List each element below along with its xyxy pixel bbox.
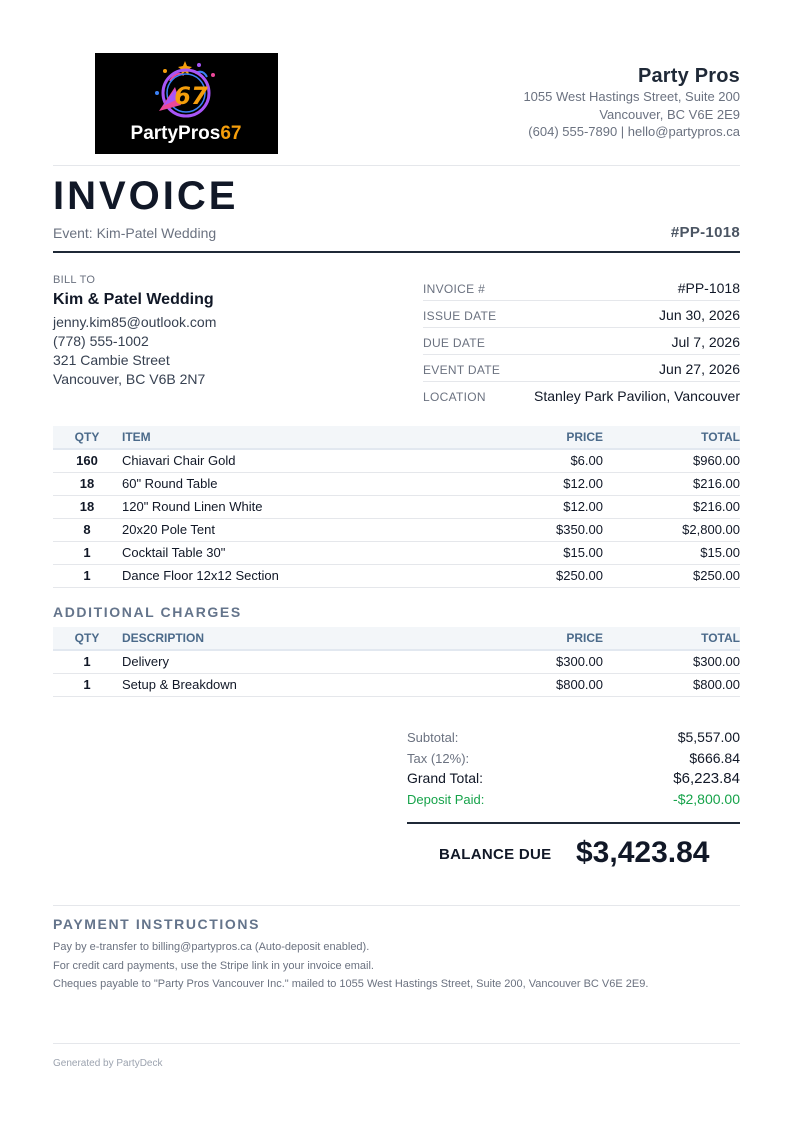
company-address-line2: Vancouver, BC V6E 2E9 — [599, 106, 740, 122]
payment-instructions — [53, 938, 648, 994]
grand-total-value: $6,223.84 — [673, 770, 740, 787]
header-divider — [53, 165, 740, 166]
table-header-row — [53, 627, 740, 650]
invoice-title: INVOICE — [53, 174, 239, 218]
table-row — [53, 564, 740, 587]
grand-total-row — [407, 770, 740, 791]
meta-event-date — [423, 355, 740, 382]
meta-issue-date — [423, 301, 740, 328]
tax-row — [407, 750, 740, 771]
col-qty-header: QTY — [53, 627, 121, 650]
row-price: $6.00 — [483, 449, 603, 472]
bill-to-section — [53, 274, 383, 389]
payment-instructions-title: PAYMENT INSTRUCTIONS — [53, 916, 261, 932]
company-name: Party Pros — [637, 65, 740, 87]
table-row — [53, 673, 740, 696]
deposit-value: -$2,800.00 — [673, 790, 740, 807]
meta-due-date — [423, 328, 740, 355]
line-items-table — [53, 426, 740, 588]
row-price: $12.00 — [483, 495, 603, 518]
meta-key: LOCATION — [423, 390, 486, 404]
invoice-meta — [423, 274, 740, 409]
table-row — [53, 518, 740, 541]
row-price: $800.00 — [483, 673, 603, 696]
totals-section — [407, 729, 740, 811]
subtotal-row — [407, 729, 740, 750]
table-row — [53, 472, 740, 495]
row-total: $2,800.00 — [603, 518, 740, 541]
table-row — [53, 650, 740, 673]
payment-line: Pay by e-transfer to billing@partypros.ca (Auto-deposit enabled). — [53, 941, 370, 953]
col-qty-header: QTY — [53, 426, 121, 449]
balance-due-label: BALANCE DUE — [439, 846, 552, 863]
row-total: $250.00 — [603, 564, 740, 587]
row-qty: 1 — [53, 564, 121, 587]
grand-total-label: Grand Total: — [407, 770, 484, 786]
meta-value: Jul 7, 2026 — [671, 334, 740, 350]
payment-line: For credit card payments, use the Stripe link in your invoice email. — [53, 959, 374, 972]
meta-value: Jun 27, 2026 — [659, 361, 740, 377]
meta-value: Stanley Park Pavilion, Vancouver — [534, 388, 740, 404]
client-street: 321 Cambie Street — [53, 352, 170, 368]
footer-divider — [53, 1043, 740, 1044]
invoice-number-header: #PP-1018 — [670, 224, 740, 241]
row-qty: 18 — [53, 495, 121, 518]
row-price: $350.00 — [483, 518, 603, 541]
row-total: $300.00 — [603, 650, 740, 673]
col-description-header: DESCRIPTION — [121, 627, 483, 650]
balance-divider — [407, 822, 740, 824]
row-item: 20x20 Pole Tent — [121, 518, 483, 541]
company-info — [523, 65, 740, 141]
meta-key: DUE DATE — [423, 336, 486, 350]
company-address-line1: 1055 West Hastings Street, Suite 200 — [523, 89, 740, 104]
client-phone: (778) 555-1002 — [53, 333, 149, 349]
row-price: $12.00 — [483, 472, 603, 495]
payment-line: Cheques payable to "Party Pros Vancouver Inc." mailed to 1055 West Hastings Street, Suite 200, Vancouver BC V6E 2E9. — [53, 978, 649, 990]
client-city: Vancouver, BC V6B 2N7 — [53, 371, 206, 387]
svg-text:67: 67 — [174, 82, 208, 110]
payment-divider — [53, 905, 740, 906]
row-total: $15.00 — [603, 541, 740, 564]
table-row — [53, 495, 740, 518]
company-contact: (604) 555-7890 | hello@partypros.ca — [528, 124, 740, 139]
col-item-header: ITEM — [121, 426, 483, 449]
col-price-header: PRICE — [483, 426, 603, 449]
deposit-row — [407, 791, 740, 812]
subtotal-value: $5,557.00 — [677, 729, 740, 745]
row-item: 120" Round Linen White — [121, 495, 483, 518]
additional-charges-title: ADDITIONAL CHARGES — [53, 604, 242, 620]
row-description: Setup & Breakdown — [121, 673, 483, 696]
tax-value: $666.84 — [689, 749, 740, 766]
meta-location — [423, 382, 740, 409]
row-item: Cocktail Table 30" — [121, 541, 483, 564]
row-total: $216.00 — [603, 495, 740, 518]
row-total: $216.00 — [603, 472, 740, 495]
footer-generated-by: Generated by PartyDeck — [53, 1058, 163, 1069]
meta-key: INVOICE # — [423, 282, 486, 296]
row-qty: 18 — [53, 472, 121, 495]
row-total: $800.00 — [603, 673, 740, 696]
row-qty: 160 — [53, 449, 121, 472]
tax-label: Tax (12%): — [407, 750, 470, 766]
row-item: Dance Floor 12x12 Section — [121, 564, 483, 587]
meta-invoice-number — [423, 274, 740, 301]
additional-charges-table — [53, 627, 740, 697]
party-popper-logo-icon — [95, 53, 278, 154]
meta-value: #PP-1018 — [677, 280, 740, 296]
row-total: $960.00 — [603, 449, 740, 472]
client-name: Kim & Patel Wedding — [53, 291, 214, 308]
row-item: 60" Round Table — [121, 472, 483, 495]
bill-to-label: BILL TO — [53, 274, 96, 286]
row-price: $300.00 — [483, 650, 603, 673]
balance-due-value: $3,423.84 — [576, 836, 710, 869]
row-price: $250.00 — [483, 564, 603, 587]
table-header-row — [53, 426, 740, 449]
row-qty: 1 — [53, 650, 121, 673]
table-row — [53, 541, 740, 564]
row-qty: 1 — [53, 673, 121, 696]
col-price-header: PRICE — [483, 627, 603, 650]
subtotal-label: Subtotal: — [407, 730, 459, 745]
row-item: Chiavari Chair Gold — [121, 449, 483, 472]
row-price: $15.00 — [483, 541, 603, 564]
event-name: Event: Kim-Patel Wedding — [53, 225, 217, 241]
deposit-label: Deposit Paid: — [407, 791, 485, 807]
meta-key: EVENT DATE — [423, 363, 501, 377]
row-qty: 1 — [53, 541, 121, 564]
meta-value: Jun 30, 2026 — [659, 307, 740, 323]
row-qty: 8 — [53, 518, 121, 541]
col-total-header: TOTAL — [603, 627, 740, 650]
client-email: jenny.kim85@outlook.com — [53, 314, 217, 330]
table-row — [53, 449, 740, 472]
company-logo — [95, 53, 278, 154]
svg-text:PartyPros67: PartyPros67 — [130, 123, 242, 144]
title-divider — [53, 251, 740, 253]
meta-key: ISSUE DATE — [423, 309, 497, 323]
row-description: Delivery — [121, 650, 483, 673]
col-total-header: TOTAL — [603, 426, 740, 449]
